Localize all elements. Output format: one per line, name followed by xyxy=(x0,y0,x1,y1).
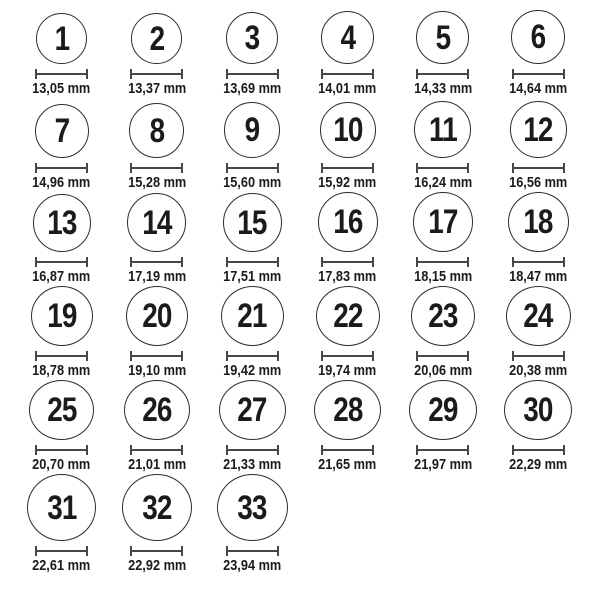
ring-size-item xyxy=(109,98,204,192)
diameter-label: 14,01 mm xyxy=(318,80,377,97)
ring-size-item xyxy=(14,286,109,380)
measure-tick-right-icon xyxy=(372,445,374,455)
ring-size-number: 8 xyxy=(149,111,165,150)
ring-size-item xyxy=(205,4,300,98)
diameter-measure-line xyxy=(35,163,88,173)
diameter-measure-line xyxy=(321,257,374,267)
diameter-label: 13,37 mm xyxy=(127,80,187,97)
measure-tick-right-icon xyxy=(372,257,374,267)
measure-line xyxy=(514,167,563,169)
measure-line xyxy=(514,355,563,357)
ring-size-number: 24 xyxy=(523,297,553,335)
diameter-measure-line xyxy=(35,69,88,79)
ring-size-number: 16 xyxy=(332,203,363,241)
ring-size-number: 19 xyxy=(46,297,77,335)
diameter-label: 13,69 mm xyxy=(223,80,282,97)
ring-size-number: 31 xyxy=(46,488,77,527)
ring-size-row xyxy=(14,474,586,575)
measure-line xyxy=(323,449,372,451)
diameter-label: 19,42 mm xyxy=(223,362,282,379)
diameter-label: 22,29 mm xyxy=(509,456,568,473)
measure-line xyxy=(418,355,467,357)
diameter-measure-line xyxy=(35,257,88,267)
diameter-measure-line xyxy=(226,351,279,361)
measure-line xyxy=(132,167,181,169)
diameter-label: 21,97 mm xyxy=(413,456,472,473)
measure-tick-right-icon xyxy=(181,257,183,267)
ring-size-item xyxy=(205,98,300,192)
ring-circle xyxy=(318,192,378,252)
diameter-measure-line xyxy=(130,257,183,267)
ring-size-number: 27 xyxy=(237,391,267,429)
ring-size-number: 5 xyxy=(435,18,451,57)
measure-line xyxy=(37,261,86,263)
diameter-measure-line xyxy=(130,445,183,455)
ring-size-number: 33 xyxy=(237,488,267,527)
ring-size-item xyxy=(205,380,300,474)
ring-size-item xyxy=(14,4,109,98)
measure-line xyxy=(323,73,372,75)
measure-line xyxy=(514,449,563,451)
diameter-label: 16,56 mm xyxy=(509,174,568,191)
diameter-measure-line xyxy=(130,69,183,79)
measure-line xyxy=(228,550,277,552)
ring-circle xyxy=(127,193,186,252)
diameter-label: 20,38 mm xyxy=(509,362,568,379)
measure-line xyxy=(132,550,181,552)
measure-line xyxy=(323,261,372,263)
diameter-measure-line xyxy=(35,445,88,455)
diameter-label: 22,92 mm xyxy=(127,557,187,574)
ring-size-number: 15 xyxy=(237,203,267,242)
measure-line xyxy=(37,550,86,552)
diameter-measure-line xyxy=(416,163,469,173)
diameter-label: 17,19 mm xyxy=(127,268,187,285)
measure-tick-right-icon xyxy=(181,351,183,361)
ring-circle xyxy=(411,286,475,346)
diameter-label: 16,24 mm xyxy=(413,174,472,191)
diameter-measure-line xyxy=(226,69,279,79)
ring-circle xyxy=(506,286,571,346)
diameter-label: 17,83 mm xyxy=(318,268,377,285)
measure-tick-right-icon xyxy=(563,257,565,267)
measure-line xyxy=(418,73,467,75)
measure-tick-right-icon xyxy=(467,163,469,173)
ring-size-item xyxy=(395,98,490,192)
diameter-label: 16,87 mm xyxy=(32,268,91,285)
ring-size-item xyxy=(14,474,109,575)
measure-line xyxy=(228,167,277,169)
measure-tick-right-icon xyxy=(277,351,279,361)
ring-size-number: 30 xyxy=(523,391,553,429)
ring-circle xyxy=(29,380,94,440)
ring-size-item xyxy=(205,474,300,575)
measure-line xyxy=(418,167,467,169)
ring-circle xyxy=(416,11,469,64)
diameter-label: 17,51 mm xyxy=(223,268,282,285)
diameter-label: 15,92 mm xyxy=(318,174,377,191)
ring-size-item xyxy=(490,192,585,286)
diameter-label: 14,33 mm xyxy=(413,80,472,97)
diameter-measure-line xyxy=(512,351,565,361)
diameter-label: 21,01 mm xyxy=(127,456,187,473)
ring-circle xyxy=(510,101,567,158)
ring-size-row xyxy=(14,192,586,286)
ring-size-number: 23 xyxy=(428,297,458,335)
diameter-measure-line xyxy=(226,163,279,173)
measure-tick-right-icon xyxy=(86,69,88,79)
ring-circle xyxy=(321,11,374,64)
measure-line xyxy=(323,167,372,169)
diameter-label: 18,78 mm xyxy=(32,362,91,379)
measure-line xyxy=(228,73,277,75)
ring-size-item xyxy=(14,192,109,286)
ring-size-row xyxy=(14,286,586,380)
measure-tick-right-icon xyxy=(86,163,88,173)
ring-circle xyxy=(36,13,87,64)
ring-circle xyxy=(221,286,284,346)
diameter-measure-line xyxy=(130,351,183,361)
ring-size-number: 4 xyxy=(340,18,355,57)
measure-tick-right-icon xyxy=(86,257,88,267)
measure-tick-right-icon xyxy=(181,546,183,556)
measure-tick-right-icon xyxy=(181,445,183,455)
measure-line xyxy=(37,167,86,169)
ring-circle xyxy=(33,194,91,252)
measure-line xyxy=(132,73,181,75)
diameter-measure-line xyxy=(130,546,183,556)
measure-tick-right-icon xyxy=(467,69,469,79)
measure-line xyxy=(418,261,467,263)
ring-circle xyxy=(219,380,286,440)
ring-size-item xyxy=(109,474,204,575)
measure-tick-right-icon xyxy=(372,163,374,173)
ring-size-item xyxy=(300,4,395,98)
ring-size-item xyxy=(395,192,490,286)
ring-circle xyxy=(223,193,282,252)
diameter-label: 21,65 mm xyxy=(318,456,377,473)
diameter-label: 22,61 mm xyxy=(32,557,91,574)
ring-circle xyxy=(224,102,280,158)
diameter-measure-line xyxy=(321,69,374,79)
diameter-label: 18,47 mm xyxy=(509,268,568,285)
diameter-measure-line xyxy=(321,163,374,173)
ring-size-number: 26 xyxy=(142,391,172,429)
ring-size-item xyxy=(395,380,490,474)
ring-size-item xyxy=(395,286,490,380)
diameter-measure-line xyxy=(226,445,279,455)
ring-circle xyxy=(124,380,190,440)
ring-size-number: 12 xyxy=(523,110,553,149)
measure-tick-right-icon xyxy=(372,69,374,79)
diameter-label: 20,70 mm xyxy=(32,456,91,473)
diameter-measure-line xyxy=(416,351,469,361)
ring-size-number: 13 xyxy=(46,204,77,242)
ring-size-item xyxy=(300,380,395,474)
diameter-label: 15,28 mm xyxy=(127,174,187,191)
ring-size-number: 9 xyxy=(244,111,260,149)
ring-size-item xyxy=(300,286,395,380)
diameter-measure-line xyxy=(416,69,469,79)
ring-circle xyxy=(504,380,572,440)
ring-size-number: 20 xyxy=(142,297,172,335)
ring-size-item xyxy=(109,192,204,286)
ring-size-item xyxy=(205,192,300,286)
ring-circle xyxy=(129,103,184,158)
measure-line xyxy=(37,355,86,357)
measure-tick-right-icon xyxy=(86,445,88,455)
diameter-measure-line xyxy=(512,163,565,173)
diameter-label: 19,10 mm xyxy=(127,362,187,379)
ring-circle xyxy=(122,474,192,541)
diameter-measure-line xyxy=(226,257,279,267)
ring-size-row xyxy=(14,98,586,192)
ring-size-number: 10 xyxy=(332,111,363,149)
ring-circle xyxy=(217,474,288,541)
ring-size-number: 11 xyxy=(428,110,457,149)
measure-tick-right-icon xyxy=(277,69,279,79)
measure-tick-right-icon xyxy=(277,445,279,455)
ring-size-number: 32 xyxy=(142,488,172,527)
diameter-measure-line xyxy=(321,351,374,361)
ring-circle xyxy=(31,286,93,346)
measure-line xyxy=(132,355,181,357)
measure-tick-right-icon xyxy=(563,163,565,173)
ring-circle xyxy=(316,286,380,346)
ring-circle xyxy=(413,192,473,252)
ring-circle xyxy=(320,102,376,158)
measure-tick-right-icon xyxy=(467,257,469,267)
diameter-measure-line xyxy=(226,546,279,556)
diameter-measure-line xyxy=(416,257,469,267)
ring-circle xyxy=(126,286,188,346)
diameter-measure-line xyxy=(512,257,565,267)
ring-size-number: 1 xyxy=(54,19,69,58)
measure-tick-right-icon xyxy=(467,351,469,361)
ring-size-number: 17 xyxy=(428,203,458,241)
measure-line xyxy=(228,355,277,357)
measure-tick-right-icon xyxy=(563,445,565,455)
ring-size-number: 7 xyxy=(54,112,69,150)
ring-size-number: 14 xyxy=(142,203,172,242)
measure-line xyxy=(418,449,467,451)
diameter-label: 18,15 mm xyxy=(413,268,472,285)
ring-size-item xyxy=(300,98,395,192)
measure-line xyxy=(132,449,181,451)
ring-size-item xyxy=(490,380,585,474)
diameter-label: 14,64 mm xyxy=(509,80,568,97)
ring-size-row xyxy=(14,4,586,98)
ring-size-item xyxy=(490,98,585,192)
diameter-label: 14,96 mm xyxy=(32,174,91,191)
ring-size-item xyxy=(205,286,300,380)
ring-circle xyxy=(226,12,278,64)
ring-circle xyxy=(511,10,565,64)
ring-size-number: 21 xyxy=(237,297,267,335)
ring-size-number: 25 xyxy=(46,391,77,429)
measure-tick-right-icon xyxy=(181,69,183,79)
diameter-measure-line xyxy=(321,445,374,455)
measure-tick-right-icon xyxy=(563,351,565,361)
measure-line xyxy=(228,261,277,263)
diameter-label: 23,94 mm xyxy=(223,557,282,574)
measure-tick-right-icon xyxy=(86,351,88,361)
measure-tick-right-icon xyxy=(372,351,374,361)
diameter-measure-line xyxy=(416,445,469,455)
ring-size-item xyxy=(109,286,204,380)
diameter-measure-line xyxy=(130,163,183,173)
measure-line xyxy=(37,449,86,451)
diameter-label: 15,60 mm xyxy=(223,174,282,191)
diameter-label: 19,74 mm xyxy=(318,362,377,379)
ring-circle xyxy=(508,192,569,252)
diameter-measure-line xyxy=(35,351,88,361)
measure-line xyxy=(323,355,372,357)
diameter-label: 20,06 mm xyxy=(413,362,472,379)
measure-tick-right-icon xyxy=(86,546,88,556)
diameter-measure-line xyxy=(35,546,88,556)
ring-size-number: 29 xyxy=(428,391,458,429)
measure-tick-right-icon xyxy=(277,546,279,556)
ring-size-number: 2 xyxy=(149,19,165,58)
ring-circle xyxy=(27,474,96,541)
diameter-label: 13,05 mm xyxy=(32,80,91,97)
ring-circle xyxy=(131,13,182,64)
measure-line xyxy=(37,73,86,75)
ring-size-item xyxy=(14,380,109,474)
ring-size-number: 3 xyxy=(244,19,260,57)
ring-circle xyxy=(35,104,89,158)
measure-line xyxy=(132,261,181,263)
measure-tick-right-icon xyxy=(181,163,183,173)
ring-size-number: 6 xyxy=(530,18,546,56)
ring-circle xyxy=(409,380,477,440)
ring-size-item xyxy=(14,98,109,192)
ring-size-item xyxy=(490,286,585,380)
ring-size-item xyxy=(490,4,585,98)
measure-tick-right-icon xyxy=(467,445,469,455)
ring-size-item xyxy=(395,4,490,98)
measure-tick-right-icon xyxy=(277,257,279,267)
measure-line xyxy=(228,449,277,451)
diameter-measure-line xyxy=(512,445,565,455)
diameter-measure-line xyxy=(512,69,565,79)
measure-tick-right-icon xyxy=(277,163,279,173)
diameter-label: 21,33 mm xyxy=(223,456,282,473)
measure-line xyxy=(514,73,563,75)
measure-tick-right-icon xyxy=(563,69,565,79)
ring-size-number: 28 xyxy=(332,391,363,429)
measure-line xyxy=(514,261,563,263)
ring-size-item xyxy=(300,192,395,286)
ring-size-item xyxy=(109,4,204,98)
ring-circle xyxy=(414,101,471,158)
ring-circle xyxy=(314,380,381,440)
ring-size-row xyxy=(14,380,586,474)
ring-size-item xyxy=(109,380,204,474)
ring-size-number: 22 xyxy=(332,297,363,335)
ring-size-number: 18 xyxy=(523,203,553,241)
